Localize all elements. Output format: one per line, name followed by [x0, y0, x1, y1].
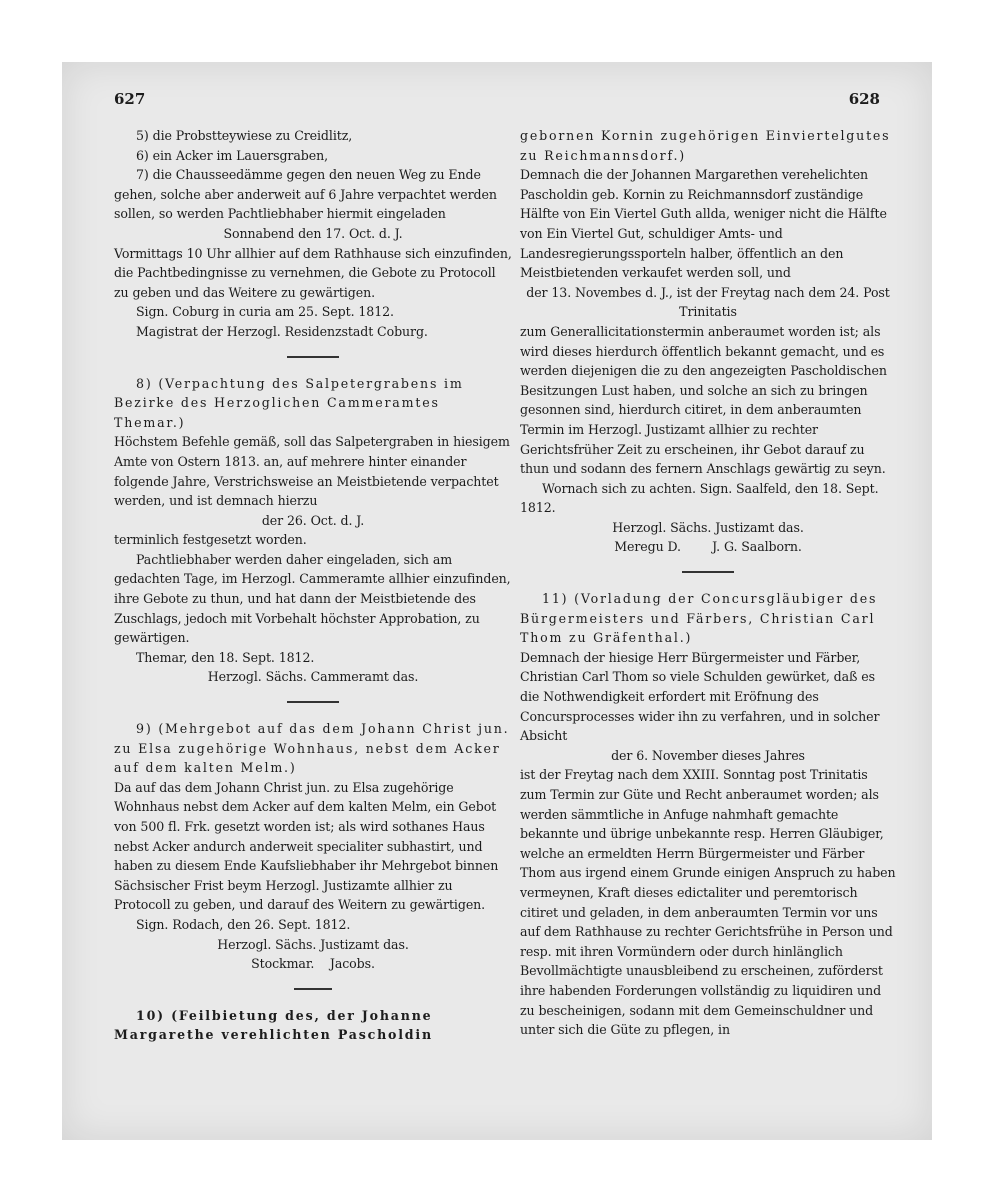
paragraph: Höchstem Befehle gemäß, soll das Salpetergraben in hiesigem Amte von Ostern 1813. an, auf mehrere hinter einander folgende Jahre, Verstrichsweise an Meistbietende verpachtet werden, und ist demnach hierzu	[114, 434, 510, 509]
signature-line: Sign. Coburg in curia am 25. Sept. 1812.	[136, 304, 394, 320]
signature-line: Sign. Rodach, den 26. Sept. 1812.	[136, 916, 351, 932]
paragraph: Da auf das dem Johann Christ jun. zu Elsa zugehörige Wohnhaus nebst dem Acker auf dem kalten Melm, ein Gebot von 500 fl. Frk. gesetzt worden ist; als wird sothanes Haus nebst Acker andurch anderweit specialiter subhastirt, und haben zu diesem Ende Kaufsliebhaber ihr Mehrgebot binnen Sächsischer Frist beym Herzogl. Justizamte allhier zu Protocoll zu geben, und darauf des Weitern zu gewärtigen.	[114, 779, 499, 913]
list-item: 6) ein Acker im Lauersgraben,	[136, 147, 328, 163]
signer-names: Meregu D. J. G. Saalborn.	[614, 539, 802, 555]
paragraph: Pachtliebhaber werden daher eingeladen, sich am gedachten Tage, im Herzogl. Cammeramte allhier einzufinden, ihre Gebote zu thun, und hat dann der Meistbietende des Zuschlags, jedoch mit Vorbehalt höchster Approbation, zu gewärtigen.	[114, 551, 511, 646]
separator	[294, 988, 332, 990]
date-line: der 6. November dieses Jahres	[611, 747, 805, 763]
notice-title-continued: gebornen Kornin zugehörigen Einviertelgutes zu Reichmannsdorf.)	[520, 128, 891, 163]
signer-names: Stockmar. Jacobs.	[251, 956, 375, 972]
signature-line: Themar, den 18. Sept. 1812.	[136, 649, 315, 665]
paragraph: Demnach die der Johannen Margarethen verehelichten Pascholdin geb. Kornin zu Reichmannsdorf zuständige Hälfte von Ein Viertel Guth allda, weniger nicht die Hälfte von Ein Viertel Gut, schuldiger Amts- und Landesregierungssporteln halber, öffentlich an den Meistbietenden verkaufet werden soll, und	[520, 167, 887, 281]
page-number-left: 627	[114, 90, 146, 108]
signature-line: Wornach sich zu achten. Sign. Saalfeld, den 18. Sept. 1812.	[520, 480, 879, 516]
right-column	[520, 126, 896, 1040]
notice-title: 11) (Vorladung der Concursgläubiger des Bürgermeisters und Färbers, Christian Carl Thom zu Gräfenthal.)	[520, 591, 878, 646]
date-line: Sonnabend den 17. Oct. d. J.	[223, 225, 403, 241]
notice-title: 10) (Feilbietung des, der Johanne Margarethe verehlichten Pascholdin	[114, 1007, 433, 1043]
notice-title: 9) (Mehrgebot auf das dem Johann Christ jun. zu Elsa zugehörige Wohnhaus, nebst dem Acker auf dem kalten Melm.)	[114, 721, 510, 776]
date-line: der 13. Novembes d. J., ist der Freytag nach dem 24. Post Trinitatis	[526, 284, 890, 320]
list-item: 5) die Probstteywiese zu Creidlitz,	[136, 128, 353, 143]
signer: Herzogl. Sächs. Justizamt das.	[217, 936, 409, 952]
date-line: der 26. Oct. d. J.	[261, 512, 365, 528]
newspaper-page	[62, 62, 932, 1140]
signer: Herzogl. Sächs. Cammeramt das.	[207, 669, 419, 685]
notice-title: 8) (Verpachtung des Salpetergrabens im Bezirke des Herzoglichen Cammeramtes Themar.)	[114, 375, 464, 430]
paragraph: Vormittags 10 Uhr allhier auf dem Rathhause sich einzufinden, die Pachtbedingnisse zu vernehmen, die Gebote zu Protocoll zu geben und das Weitere zu gewärtigen.	[114, 245, 512, 300]
left-column	[114, 126, 512, 1045]
page-number-right: 628	[848, 90, 880, 108]
signer: Magistrat der Herzogl. Residenzstadt Coburg.	[136, 323, 428, 339]
paragraph: Demnach der hiesige Herr Bürgermeister und Färber, Christian Carl Thom so viele Schulden gewürket, daß es die Nothwendigkeit erfordert mit Eröfnung des Concursprocesses wider ihn zu verfahren, und in solcher Absicht	[520, 649, 880, 744]
paragraph: ist der Freytag nach dem XXIII. Sonntag post Trinitatis zum Termin zur Güte und Recht anberaumet worden; als werden sämmtliche in Anfuge nahmhaft gemachte bekannte und übrige unbekannte resp. Herren Gläubiger, welche an ermeldten Herrn Bürgermeister und Färber Thom aus irgend einem Grunde einigen Anspruch zu haben vermeynen, Kraft dieses edictaliter und peremtorisch citiret und geladen, in dem anberaumten Termin vor uns auf dem Rathhause zu rechter Gerichtsfrühe in Person und resp. mit ihren Vormündern oder durch hinlänglich Bevollmächtigte unausbleibend zu erscheinen, zuförderst ihre habenden Forderungen vollständig zu liquidiren und zu bescheinigen, sodann mit dem Gemeinschuldner und unter sich die Güte zu pflegen, in	[520, 767, 896, 1038]
separator	[287, 701, 339, 703]
paragraph: zum Generallicitationstermin anberaumet worden ist; als wird dieses hierdurch öffentlich bekannt gemacht, und es werden diejenigen die zu den angezeigten Pascholdischen Besitzungen Lust haben, und solche an sich zu bringen gesonnen sind, hierdurch citiret, in dem anberaumten Termin im Herzogl. Justizamt allhier zu rechter Gerichtsfrüher Zeit zu erscheinen, ihr Gebot darauf zu thun und sodann des fernern Anschlags gewärtig zu seyn.	[520, 323, 887, 477]
paragraph: terminlich festgesetzt worden.	[114, 532, 307, 548]
signer: Herzogl. Sächs. Justizamt das.	[612, 519, 804, 535]
separator	[682, 571, 734, 573]
separator	[287, 356, 339, 358]
list-item: 7) die Chausseedämme gegen den neuen Weg zu Ende gehen, solche aber anderweit auf 6 Jahre verpachtet werden sollen, so werden Pachtliebhaber hiermit eingeladen	[114, 167, 497, 222]
